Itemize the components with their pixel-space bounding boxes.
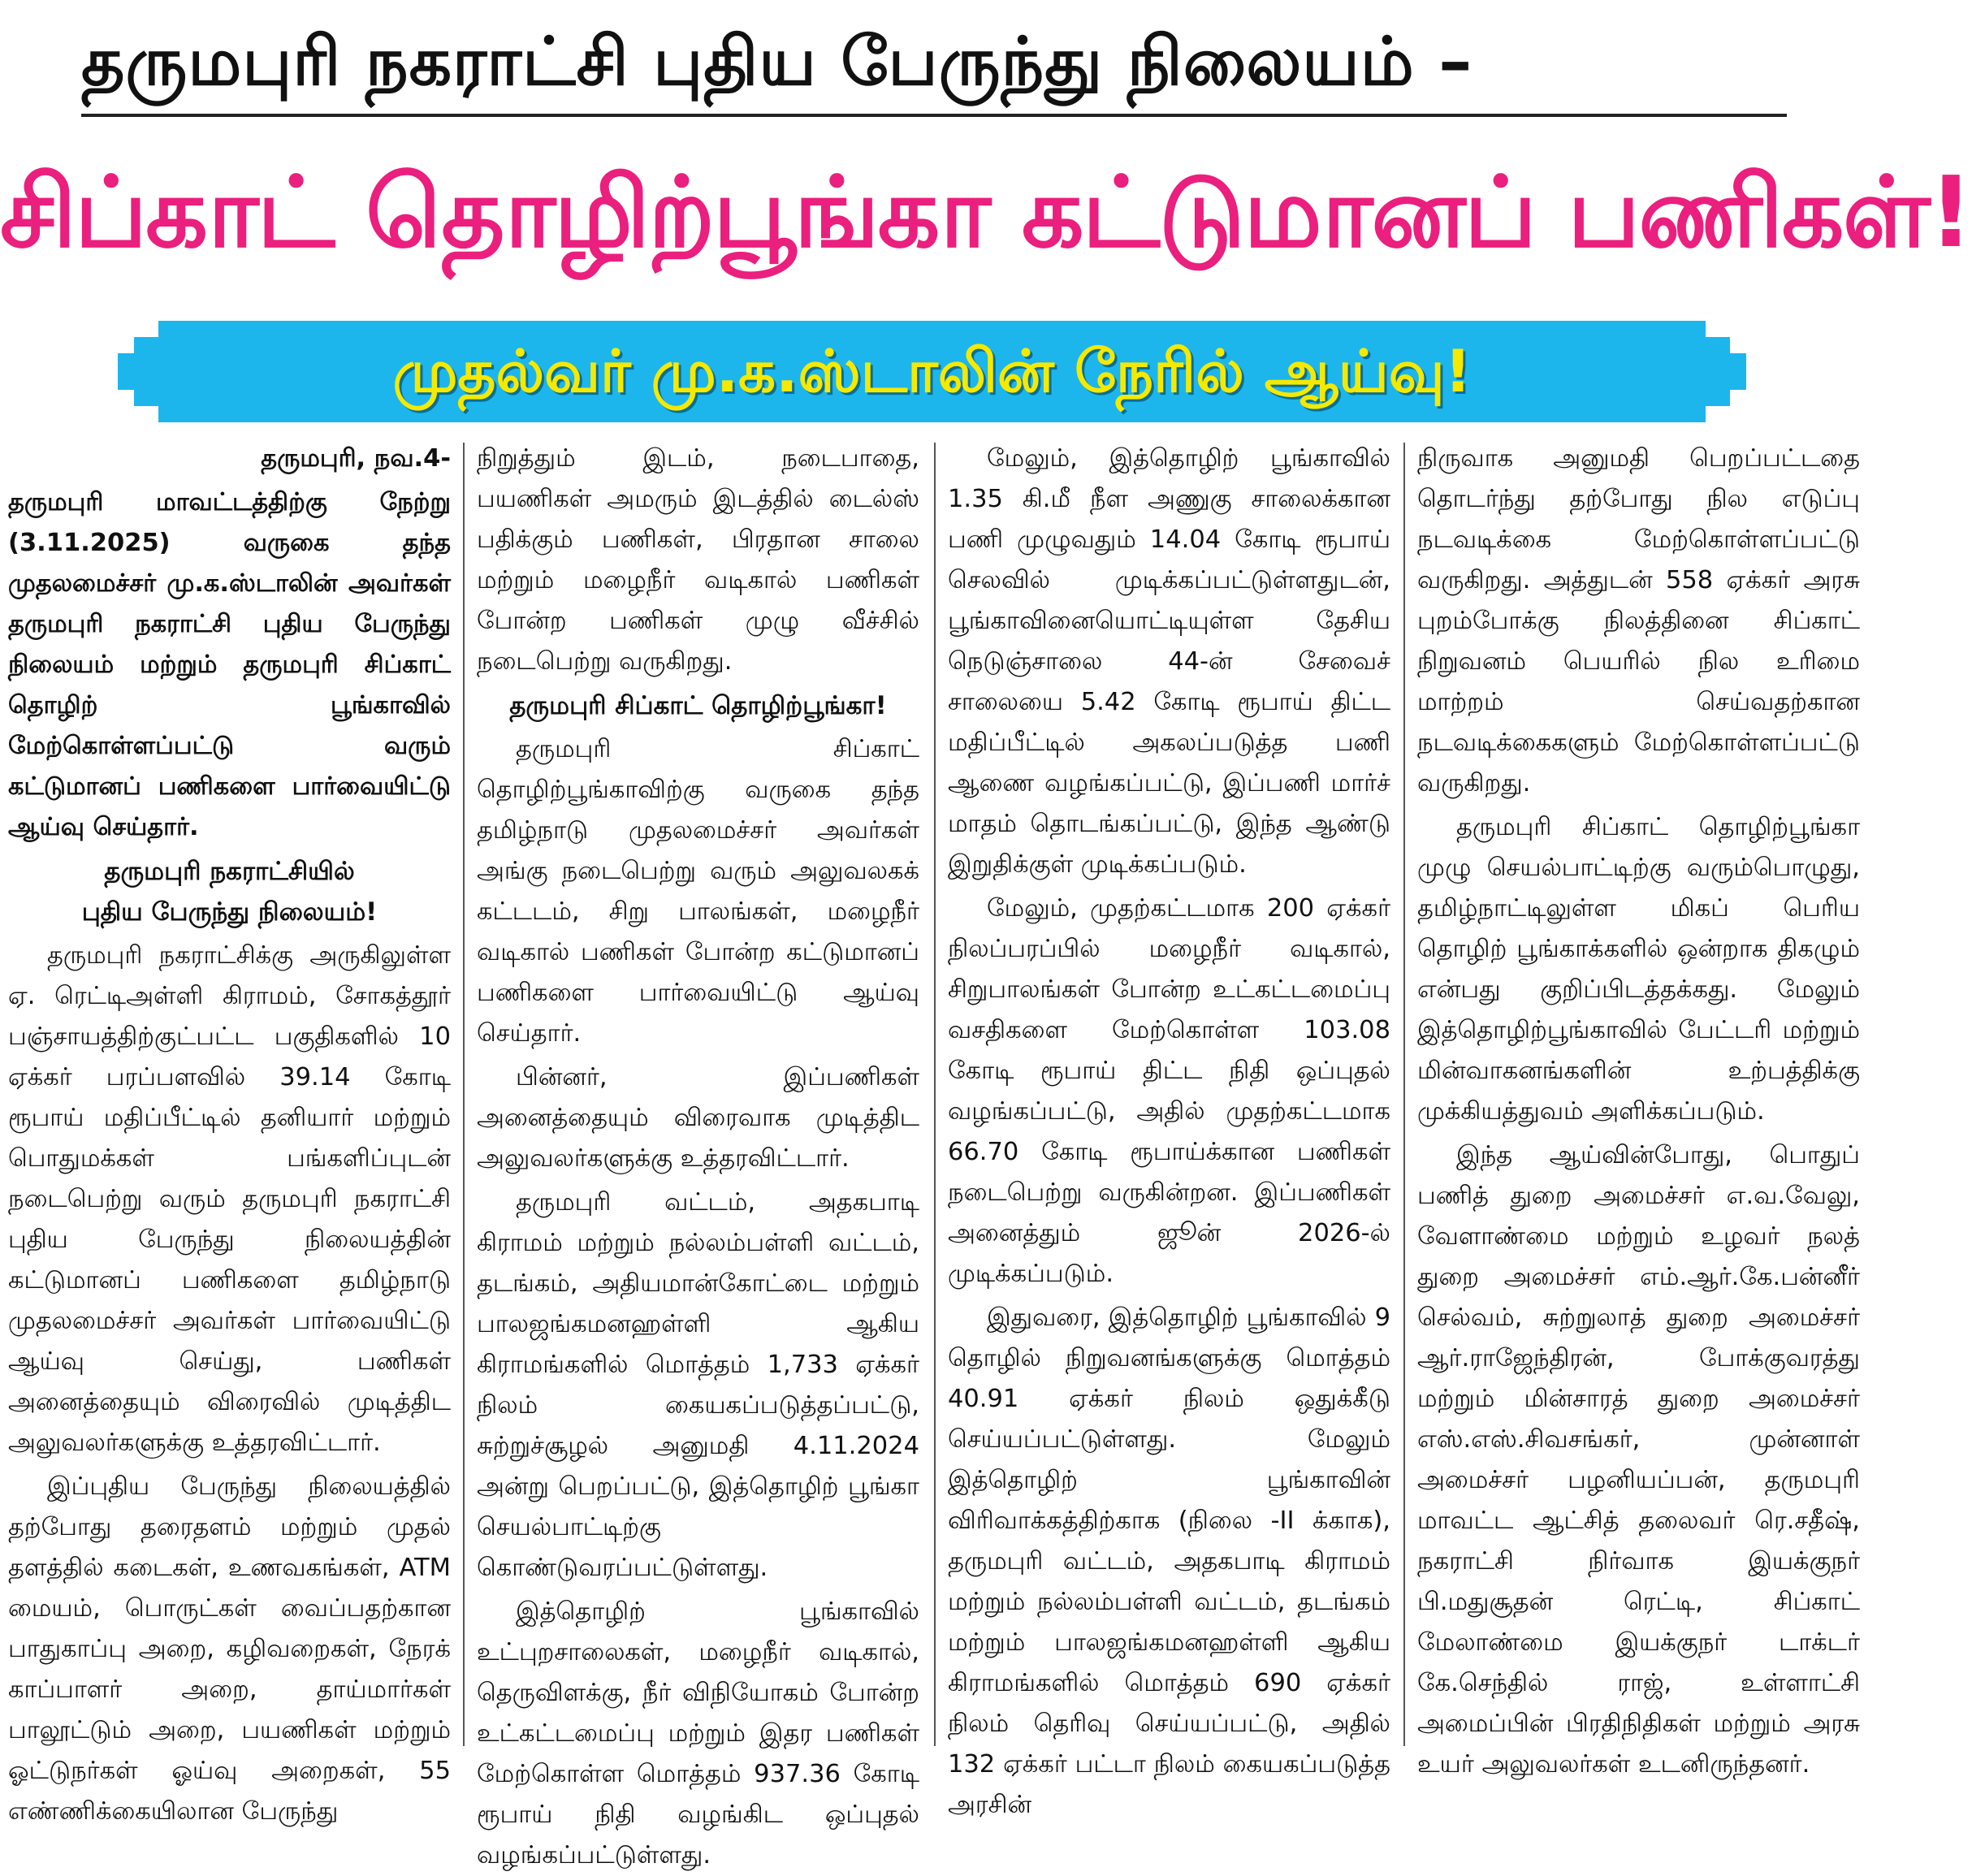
dateline: தருமபுரி, நவ.4-	[261, 444, 451, 473]
banner-right-tip	[1730, 353, 1746, 390]
paragraph: தருமபுரி நகராட்சிக்கு அருகிலுள்ள ஏ. ரெட்டிஅள்ளி கிராமம், சோகத்தூர் பஞ்சாயத்திற்குட்பட்ட பகுதிகளில் 10 ஏக்கர் பரப்பளவில் 39.14 கோடி ரூபாய் மதிப்பீட்டில் தனியார் மற்றும் பொதுமக்கள் பங்களிப்புடன் நடைபெற்று வரும் தருமபுரி நகராட்சி புதிய பேருந்து நிலையத்தின் கட்டுமானப் பணிகளை தமிழ்நாடு முதலமைச்சர் அவர்கள் பார்வையிட்டு ஆய்வு செய்து, பணிகள் அனைத்தையும் விரைவில் முடித்திட அலுவலர்களுக்கு உத்தரவிட்டார்.	[8, 941, 451, 1457]
banner-right-notch	[1706, 337, 1730, 406]
subheading-line-1: தருமபுரி நகராட்சியில்	[104, 857, 355, 886]
paragraph: தருமபுரி சிப்காட் தொழிற்பூங்காவிற்கு வருகை தந்த தமிழ்நாடு முதலமைச்சர் அவர்கள் அங்கு நடைபெற்று வரும் அலுவலகக் கட்டடம், சிறு பாலங்கள், மழைநீர் வடிகால் பணிகள் போன்ற கட்டுமானப் பணிகளை பார்வையிட்டு ஆய்வு செய்தார்.	[477, 735, 919, 1048]
article-column-4	[1417, 439, 1860, 1779]
subheading-bus-stand	[8, 851, 451, 932]
paragraph: நிறுத்தும் இடம், நடைபாதை, பயணிகள் அமரும் இடத்தில் டைல்ஸ் பதிக்கும் பணிகள், பிரதான சாலை மற்றும் மழைநீர் வடிகால் பணிகள் போன்ற பணிகள் முழு வீச்சில் நடைபெற்று வருகிறது.	[477, 444, 919, 676]
column-divider	[1403, 443, 1405, 1746]
subheading-line-2: புதிய பேருந்து நிலையம்!	[81, 897, 378, 927]
subheadline-banner	[158, 321, 1706, 422]
kicker-headline: தருமபுரி நகராட்சி புதிய பேருந்து நிலையம் –	[81, 15, 1787, 117]
paragraph: தருமபுரி வட்டம், அதகபாடி கிராமம் மற்றும் நல்லம்பள்ளி வட்டம், தடங்கம், அதியமான்கோட்டை மற்றும் பாலஜங்கமனஹள்ளி ஆகிய கிராமங்களில் மொத்தம் 1,733 ஏக்கர் நிலம் கையகப்படுத்தப்பட்டு, சுற்றுச்சூழல் அனுமதி 4.11.2024 அன்று பெறப்பட்டு, இத்தொழிற் பூங்கா செயல்பாட்டிற்கு கொண்டுவரப்பட்டுள்ளது.	[477, 1188, 919, 1582]
paragraph: இப்புதிய பேருந்து நிலையத்தில் தற்போது தரைதளம் மற்றும் முதல் தளத்தில் கடைகள், உணவகங்கள், ATM மையம், பொருட்கள் வைப்பதற்கான பாதுகாப்பு அறை, கழிவறைகள், நேரக் காப்பாளர் அறை, தாய்மார்கள் பாலூட்டும் அறை, பயணிகள் மற்றும் ஓட்டுநர்கள் ஓய்வு அறைகள், 55 எண்ணிக்கையிலான பேருந்து	[8, 1472, 451, 1826]
paragraph: நிருவாக அனுமதி பெறப்பட்டதை தொடர்ந்து தற்போது நில எடுப்பு நடவடிக்கை மேற்கொள்ளப்பட்டு வருகிறது. அத்துடன் 558 ஏக்கர் அரசு புறம்போக்கு நிலத்தினை சிப்காட் நிறுவனம் பெயரில் நில உரிமை மாற்றம் செய்வதற்கான நடவடிக்கைகளும் மேற்கொள்ளப்பட்டு வருகிறது.	[1417, 444, 1860, 798]
paragraph: தருமபுரி சிப்காட் தொழிற்பூங்கா முழு செயல்பாட்டிற்கு வரும்பொழுது, தமிழ்நாட்டிலுள்ள மிகப் பெரிய தொழிற் பூங்காக்களில் ஒன்றாக திகழும் என்பது குறிப்பிடத்தக்கது. மேலும் இத்தொழிற்பூங்காவில் பேட்டரி மற்றும் மின்வாகனங்களின் உற்பத்திக்கு முக்கியத்துவம் அளிக்கப்படும்.	[1417, 813, 1860, 1126]
banner-left-notch	[134, 337, 158, 406]
column-divider	[463, 443, 465, 1746]
banner-text: முதல்வர் மு.க.ஸ்டாலின் நேரில் ஆய்வு!	[392, 337, 1472, 405]
paragraph: இத்தொழிற் பூங்காவில் உட்புறசாலைகள், மழைநீர் வடிகால், தெருவிளக்கு, நீர் விநியோகம் போன்ற உட்கட்டமைப்பு மற்றும் இதர பணிகள் மேற்கொள்ள மொத்தம் 937.36 கோடி ரூபாய் நிதி வழங்கிட ஒப்புதல் வழங்கப்பட்டுள்ளது.	[477, 1597, 919, 1870]
paragraph: மேலும், இத்தொழிற் பூங்காவில் 1.35 கி.மீ நீள அணுகு சாலைக்கான பணி முழுவதும் 14.04 கோடி ரூபாய் செலவில் முடிக்கப்பட்டுள்ளதுடன், பூங்காவினையொட்டியுள்ள தேசிய நெடுஞ்சாலை 44-ன் சேவைச் சாலையை 5.42 கோடி ரூபாய் திட்ட மதிப்பீட்டில் அகலப்படுத்த பணி ஆணை வழங்கப்பட்டு, இப்பணி மார்ச் மாதம் தொடங்கப்பட்டு, இந்த ஆண்டு இறுதிக்குள் முடிக்கப்படும்.	[948, 444, 1390, 879]
paragraph: இந்த ஆய்வின்போது, பொதுப் பணித் துறை அமைச்சர் எ.வ.வேலு, வேளாண்மை மற்றும் உழவர் நலத் துறை அமைச்சர் எம்.ஆர்.கே.பன்னீர் செல்வம், சுற்றுலாத் துறை அமைச்சர் ஆர்.ராஜேந்திரன், போக்குவரத்து மற்றும் மின்சாரத் துறை அமைச்சர் எஸ்.எஸ்.சிவசங்கர், முன்னாள் அமைச்சர் பழனியப்பன், தருமபுரி மாவட்ட ஆட்சித் தலைவர் ரெ.சதீஷ், நகராட்சி நிர்வாக இயக்குநர் பி.மதுசூதன் ரெட்டி, சிப்காட் மேலாண்மை இயக்குநர் டாக்டர் கே.செந்தில் ராஜ், உள்ளாட்சி அமைப்பின் பிரதிநிதிகள் மற்றும் அரசு உயர் அலுவலர்கள் உடனிருந்தனர்.	[1417, 1141, 1860, 1779]
lead-paragraph: தருமபுரி மாவட்டத்திற்கு நேற்று (3.11.2025) வருகை தந்த முதலமைச்சர் மு.க.ஸ்டாலின் அவர்கள் தருமபுரி நகராட்சி புதிய பேருந்து நிலையம் மற்றும் தருமபுரி சிப்காட் தொழிற் பூங்காவில் மேற்கொள்ளப்பட்டு வரும் கட்டுமானப் பணிகளை பார்வையிட்டு ஆய்வு செய்தார்.	[8, 488, 451, 841]
banner-left-tip	[118, 353, 134, 390]
article-column-1	[8, 439, 451, 1826]
main-headline: சிப்காட் தொழிற்பூங்கா கட்டுமானப் பணிகள்!	[0, 157, 1972, 270]
subheading-sipcot: தருமபுரி சிப்காட் தொழிற்பூங்கா!	[509, 691, 887, 720]
article-column-2	[477, 439, 919, 1870]
paragraph: பின்னர், இப்பணிகள் அனைத்தையும் விரைவாக முடித்திட அலுவலர்களுக்கு உத்தரவிட்டார்.	[477, 1063, 919, 1173]
paragraph: இதுவரை, இத்தொழிற் பூங்காவில் 9 தொழில் நிறுவனங்களுக்கு மொத்தம் 40.91 ஏக்கர் நிலம் ஒதுக்கீடு செய்யப்பட்டுள்ளது. மேலும் இத்தொழிற் பூங்காவின் விரிவாக்கத்திற்காக (நிலை -II க்காக), தருமபுரி வட்டம், அதகபாடி கிராமம் மற்றும் நல்லம்பள்ளி வட்டம், தடங்கம் மற்றும் பாலஜங்கமனஹள்ளி ஆகிய கிராமங்களில் மொத்தம் 690 ஏக்கர் நிலம் தெரிவு செய்யப்பட்டு, அதில் 132 ஏக்கர் பட்டா நிலம் கையகப்படுத்த அரசின்	[948, 1303, 1390, 1819]
article-column-3	[948, 439, 1390, 1819]
paragraph: மேலும், முதற்கட்டமாக 200 ஏக்கர் நிலப்பரப்பில் மழைநீர் வடிகால், சிறுபாலங்கள் போன்ற உட்கட்டமைப்பு வசதிகளை மேற்கொள்ள 103.08 கோடி ரூபாய் திட்ட நிதி ஒப்புதல் வழங்கப்பட்டு, அதில் முதற்கட்டமாக 66.70 கோடி ரூபாய்க்கான பணிகள் நடைபெற்று வருகின்றன. இப்பணிகள் அனைத்தும் ஜூன் 2026-ல் முடிக்கப்படும்.	[948, 894, 1390, 1288]
column-divider	[934, 443, 936, 1746]
